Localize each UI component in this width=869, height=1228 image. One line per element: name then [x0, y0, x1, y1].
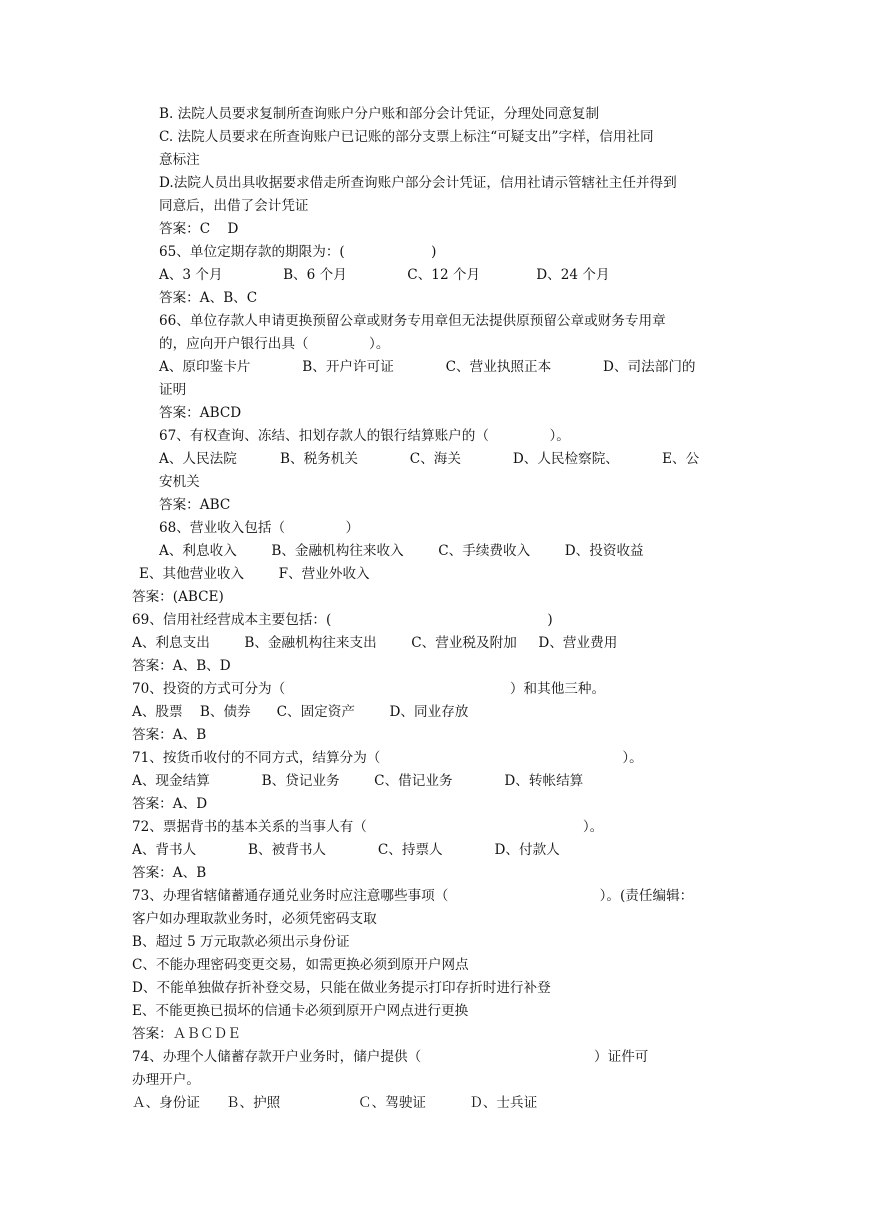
question-line: 73、办理省辖储蓄通存通兑业务时应注意哪些事项（ ）。(责任编辑：: [132, 888, 694, 904]
text-line: C. 法院人员要求在所查询账户已记账的部分支票上标注“可疑支出”字样，信用社同: [159, 129, 654, 145]
answer-line: 答案：A、B、D: [132, 658, 231, 674]
options-line: D、不能单独做存折补登交易，只能在做业务提示打印存折时进行补登: [132, 980, 551, 996]
question-line: 的，应向开户银行出具（ ）。: [159, 336, 390, 352]
answer-line: 答案：A、D: [132, 796, 208, 812]
question-line: 办理开户。: [132, 1072, 200, 1088]
question-line: 66、单位存款人申请更换预留公章或财务专用章但无法提供原预留公章或财务专用章: [159, 313, 666, 329]
options-line: 证明: [159, 382, 187, 398]
answer-line: 答案：ＡＢＣＤＥ: [132, 1026, 241, 1042]
text-line: D.法院人员出具收据要求借走所查询账户部分会计凭证，信用社请示管辖社主任并得到: [159, 175, 677, 191]
question-line: 65、单位定期存款的期限为：( ): [159, 244, 437, 260]
question-line: 68、营业收入包括（ ）: [159, 520, 360, 536]
answer-line: 答案：A、B: [132, 727, 207, 743]
options-line: A、3 个月 B、6 个月 C、12 个月 D、24 个月: [159, 267, 610, 283]
question-line: 74、办理个人储蓄存款开户业务时，储户提供（ ）证件可: [132, 1049, 649, 1065]
question-line: 72、票据背书的基本关系的当事人有（ ）。: [132, 819, 604, 835]
options-line: E、不能更换已损坏的信通卡必须到原开户网点进行更换: [132, 1003, 469, 1019]
text-line: 意标注: [159, 152, 200, 168]
options-line: B、超过 5 万元取款必须出示身份证: [132, 934, 350, 950]
options-line: A、人民法院 B、税务机关 C、海关 D、人民检察院、 E、公: [159, 451, 700, 467]
options-line: A、股票 B、债券 C、固定资产 D、同业存放: [132, 704, 469, 720]
options-line: A、利息支出 B、金融机构往来支出 C、营业税及附加 D、营业费用: [132, 635, 618, 651]
options-line: C、不能办理密码变更交易，如需更换必须到原开户网点: [132, 957, 469, 973]
answer-line: 答案：A、B: [132, 865, 207, 881]
text-line: B. 法院人员要求复制所查询账户分户账和部分会计凭证，分理处同意复制: [159, 106, 600, 122]
answer-line: 答案：C D: [159, 221, 239, 237]
answer-line: 答案：ABCD: [159, 405, 242, 421]
options-line: E、其他营业收入 F、营业外收入: [139, 566, 370, 582]
options-line: Ａ、身份证 Ｂ、护照 Ｃ、驾驶证 Ｄ、士兵证: [132, 1095, 538, 1111]
question-line: 67、有权查询、冻结、扣划存款人的银行结算账户的（ ）。: [159, 428, 570, 444]
options-line: A、背书人 B、被背书人 C、持票人 D、付款人: [132, 842, 560, 858]
question-line: 70、投资的方式可分为（ ）和其他三种。: [132, 681, 606, 697]
text-line: 同意后，出借了会计凭证: [159, 198, 309, 214]
question-line: 71、按货币收付的不同方式，结算分为（ ）。: [132, 750, 643, 766]
question-line: 69、信用社经营成本主要包括：( ): [132, 612, 553, 628]
answer-line: 答案：A、B、C: [159, 290, 258, 306]
options-line: A、现金结算 B、贷记业务 C、借记业务 D、转帐结算: [132, 773, 584, 789]
options-line: A、利息收入 B、金融机构往来收入 C、手续费收入 D、投资收益: [159, 543, 644, 559]
answer-line: 答案：(ABCE): [132, 589, 224, 605]
options-line: A、原印鉴卡片 B、开户许可证 C、营业执照正本 D、司法部门的: [159, 359, 696, 375]
options-line: 安机关: [159, 474, 200, 490]
options-line: 客户如办理取款业务时，必须凭密码支取: [132, 911, 377, 927]
answer-line: 答案：ABC: [159, 497, 231, 513]
